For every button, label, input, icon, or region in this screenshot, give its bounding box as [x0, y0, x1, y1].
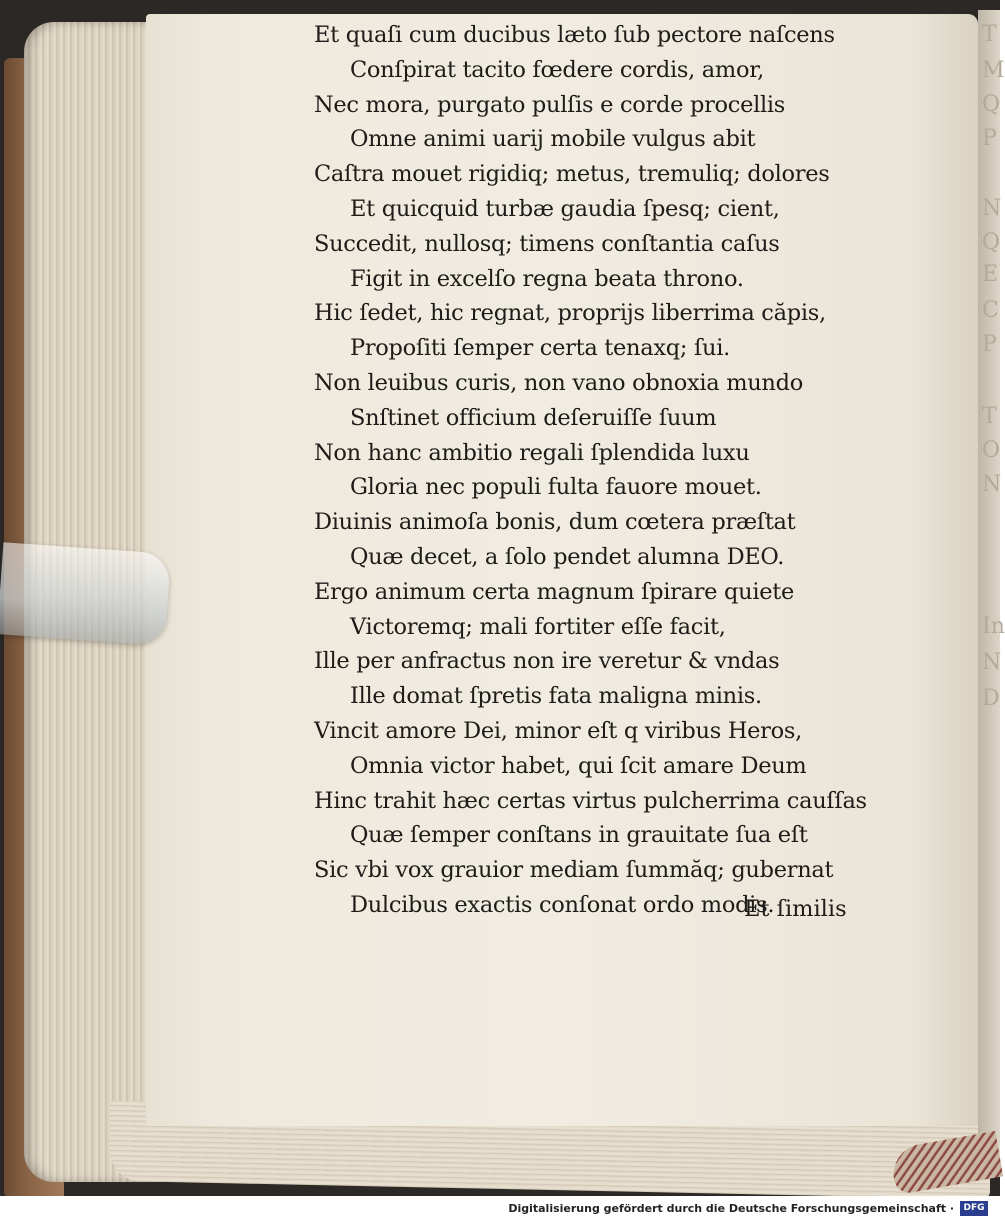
poem-line: Propoſiti ſemper certa tenaxq; ſui.	[350, 335, 730, 362]
poem-line: Et quaſi cum ducibus læto ſub pectore naſcens	[314, 22, 835, 48]
poem-line: Ille domat ſpretis fata maligna minis.	[350, 683, 762, 710]
poem-line: Caſtra mouet rigidiq; metus, tremuliq; dolores	[314, 161, 830, 188]
poem-text	[314, 18, 874, 923]
poem-line: Omne animi uarij mobile vulgus abit	[350, 126, 756, 153]
facing-page-letter: Q	[982, 92, 1001, 117]
poem-line: Ergo animum certa magnum ſpirare quiete	[314, 578, 794, 605]
footer-bar	[0, 1196, 1000, 1222]
poem-line: Gloria nec populi fulta fauore mouet.	[350, 474, 762, 501]
bookmark-strip	[0, 542, 171, 645]
poem-line: Conſpirat tacito fœdere cordis, amor,	[350, 56, 765, 83]
poem-line: Quæ ſemper conſtans in grauitate ſua eſt	[350, 822, 808, 849]
poem-line: Figit in excelſo regna beata throno.	[350, 265, 744, 292]
poem-line: Sic vbi vox grauior mediam ſummăq; gubernat	[314, 857, 834, 884]
facing-page-letter: T	[982, 22, 997, 47]
poem-line: Nec mora, purgato pulſis e corde procellis	[314, 91, 786, 118]
poem-line: Omnia victor habet, qui ſcit amare Deum	[350, 752, 807, 779]
catchword: Et ſimilis	[744, 896, 847, 922]
facing-page-letter: N	[982, 650, 1002, 675]
poem-line: Dulcibus exactis conſonat ordo modis.	[350, 891, 775, 918]
facing-page-letter: P	[982, 332, 997, 357]
facing-page-letter: P	[982, 126, 997, 151]
facing-page-letter: In	[982, 614, 1005, 639]
facing-page-letter: O	[982, 438, 1001, 463]
poem-line: Et quicquid turbæ gaudia ſpesq; cient,	[350, 195, 780, 222]
facing-page-letter: M	[982, 58, 1005, 83]
facing-page-letter: N	[982, 472, 1002, 497]
facing-page-letter: D	[982, 686, 1000, 711]
poem-line: Snſtinet officium deſeruiſſe ſuum	[350, 404, 717, 431]
poem-line: Non leuibus curis, non vano obnoxia mundo	[314, 369, 803, 396]
facing-page-letter: T	[982, 404, 997, 429]
poem-line: Hic ſedet, hic regnat, proprijs liberrima căpis,	[314, 300, 826, 327]
facing-page-letter: C	[982, 298, 999, 323]
poem-line: Quæ decet, a ſolo pendet alumna DEO.	[350, 543, 785, 570]
poem-line: Succedit, nullosq; timens conſtantia caſus	[314, 230, 780, 257]
facing-page-letter: N	[982, 196, 1002, 221]
facing-page-sliver	[978, 10, 1000, 1160]
poem-line: Vincit amore Dei, minor eſt q viribus Heros,	[314, 717, 802, 744]
poem-line: Hinc trahit hæc certas virtus pulcherrima cauſſas	[314, 787, 867, 814]
poem-line: Diuinis animoſa bonis, dum cœtera præſtat	[314, 509, 796, 536]
poem-line: Non hanc ambitio regali ſplendida luxu	[314, 439, 750, 466]
facing-page-letter: E	[982, 262, 999, 287]
poem-line: Ille per anfractus non ire veretur & vndas	[314, 648, 780, 675]
dfg-logo: DFG	[960, 1201, 988, 1216]
poem-line: Victoremq; mali fortiter eſſe facit,	[350, 613, 726, 640]
facing-page-letter: Q	[982, 230, 1001, 255]
footer-credit: Digitalisierung gefördert durch die Deutsche Forschungsgemeinschaft ·	[508, 1202, 954, 1215]
